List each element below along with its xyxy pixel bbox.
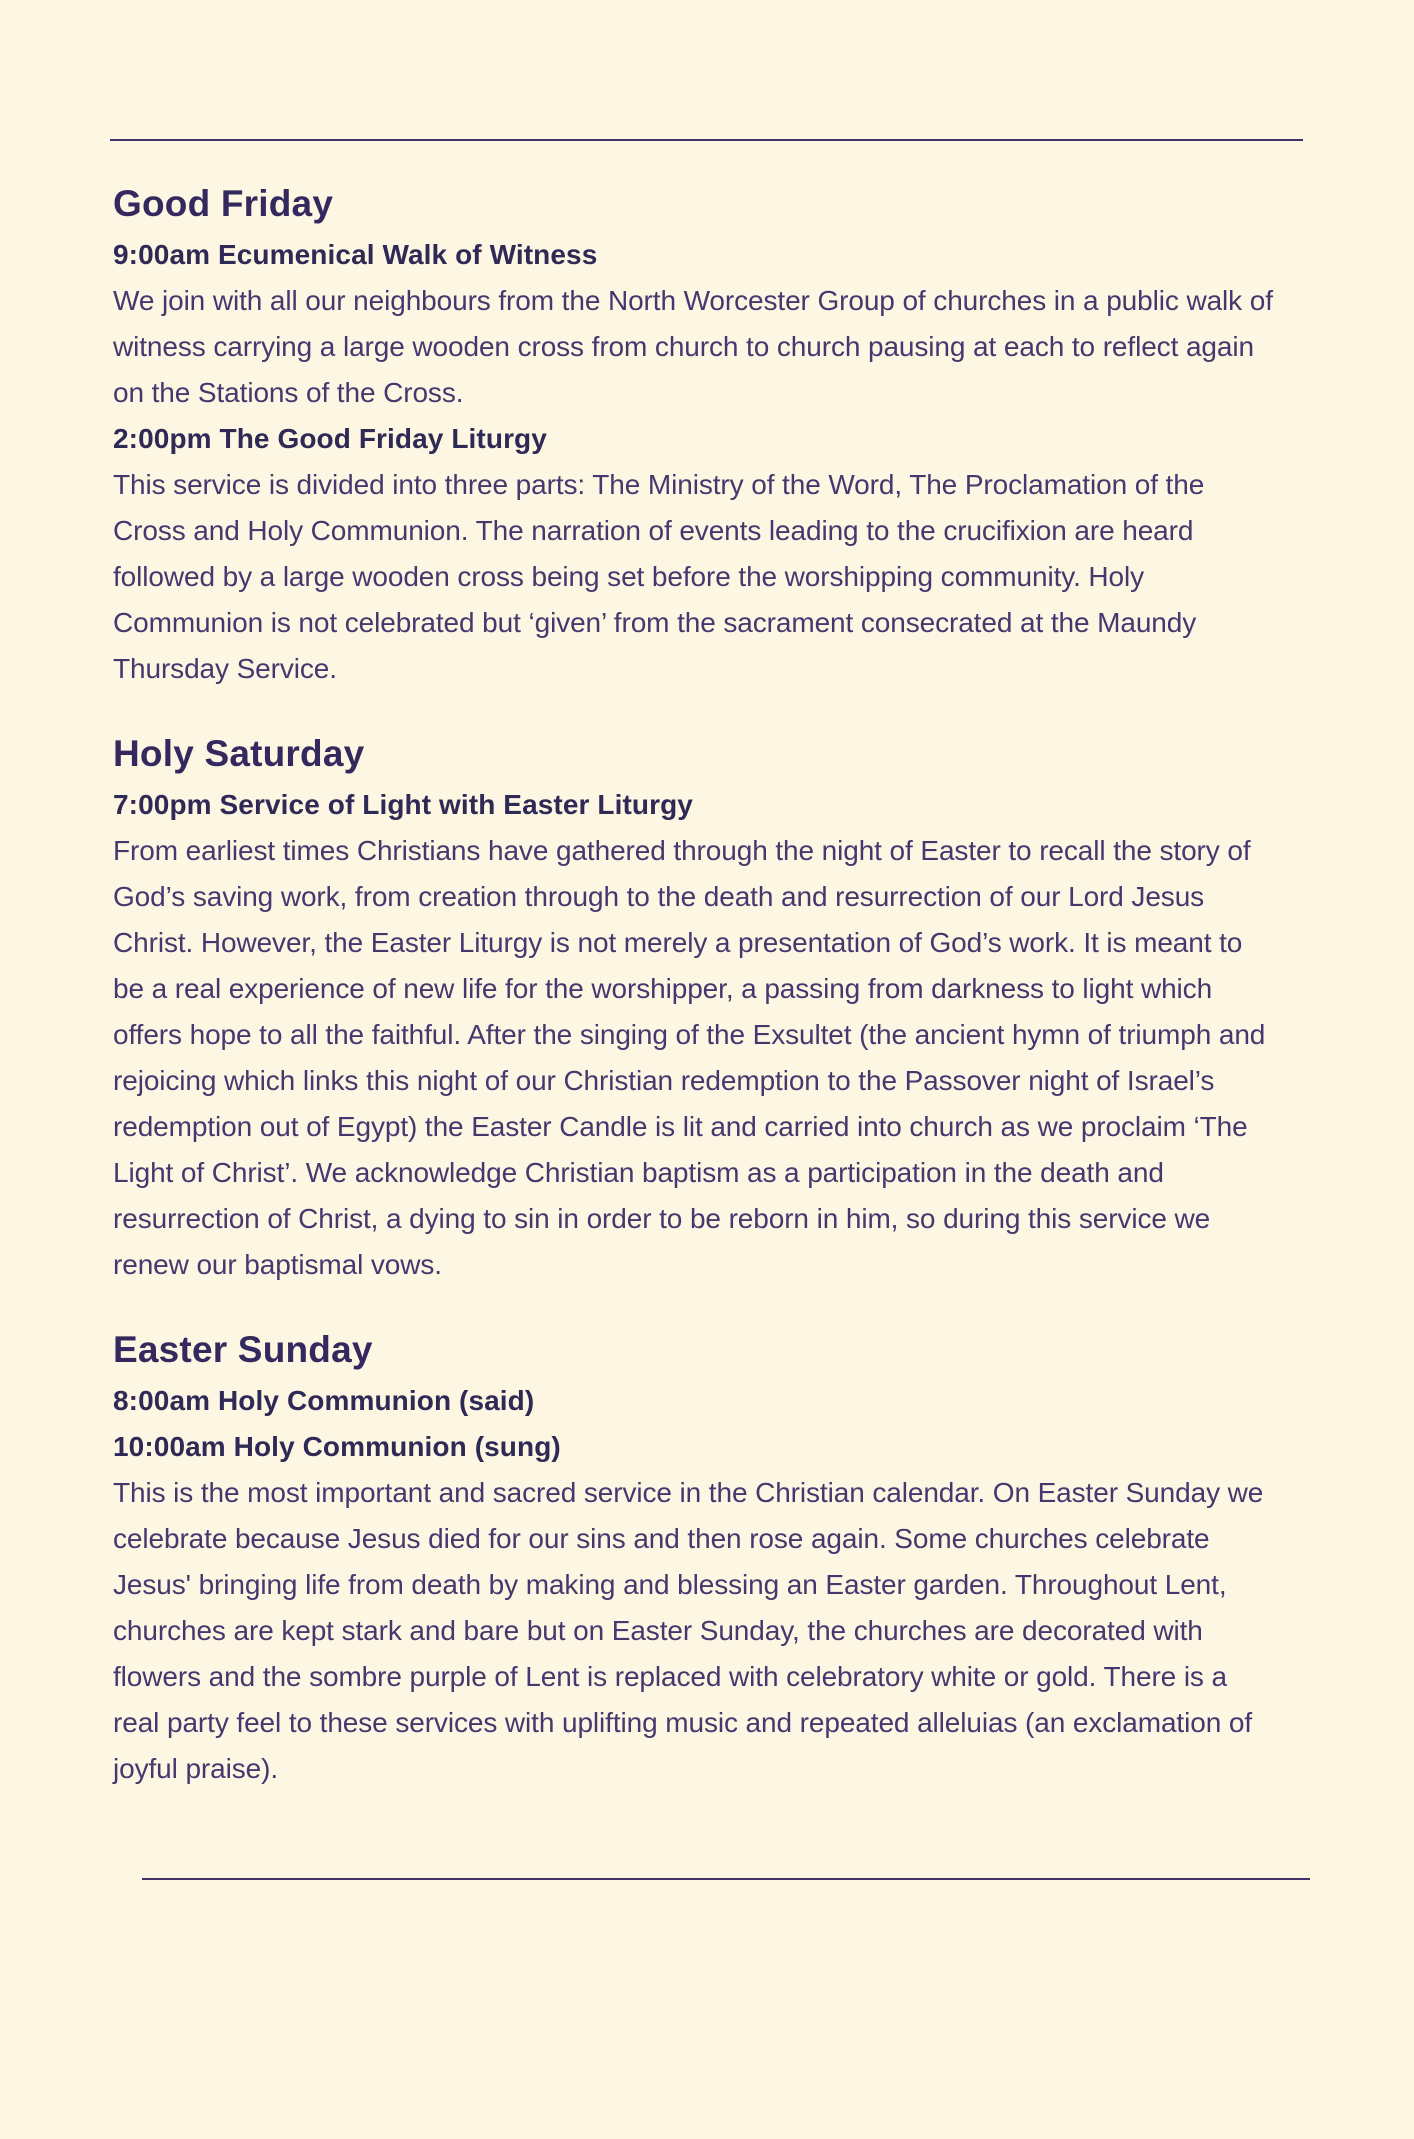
event-time-heading-holy-communion-said: 8:00am Holy Communion (said)	[113, 1385, 535, 1416]
event-time-heading-good-friday-liturgy: 2:00pm The Good Friday Liturgy	[113, 423, 547, 454]
section-good-friday	[113, 182, 1273, 692]
event-description-easter-sunday: This is the most important and sacred service in the Christian calendar. On Easter Sunday we celebrate because Jesus died for our sins and then rose again. Some churches celebrate Jesus' bringing life from death by making and blessing an Easter garden. Throughout Lent, churches are kept stark and bare but on Easter Sunday, the churches are decorated with flowers and the sombre purple of Lent is replaced with celebratory white or gold. There is a real party feel to these services with uplifting music and repeated alleluias (an exclamation of joyful praise).	[113, 1477, 1264, 1784]
page-content	[113, 182, 1273, 1792]
event-description-service-of-light: From earliest times Christians have gathered through the night of Easter to recall the story of God’s saving work, from creation through to the death and resurrection of our Lord Jesus Christ. However, the Easter Liturgy is not merely a presentation of God’s work. It is meant to be a real experience of new life for the worshipper, a passing from darkness to light which offers hope to all the faithful. After the singing of the Exsultet (the ancient hymn of triumph and rejoicing which links this night of our Christian redemption to the Passover night of Israel’s redemption out of Egypt) the Easter Candle is lit and carried into church as we proclaim ‘The Light of Christ’. We acknowledge Christian baptism as a participation in the death and resurrection of Christ, a dying to sin in order to be reborn in him, so during this service we renew our baptismal vows.	[113, 835, 1266, 1280]
document-page	[0, 139, 1414, 2139]
section-title-good-friday: Good Friday	[113, 183, 334, 224]
top-divider	[110, 139, 1303, 141]
section-easter-sunday	[113, 1328, 1273, 1792]
event-description-good-friday-liturgy: This service is divided into three parts: The Ministry of the Word, The Proclamation of the Cross and Holy Communion. The narration of events leading to the crucifixion are heard followed by a large wooden cross being set before the worshipping community. Holy Communion is not celebrated but ‘given’ from the sacrament consecrated at the Maundy Thursday Service.	[113, 469, 1205, 684]
section-holy-saturday	[113, 732, 1273, 1288]
event-time-heading-walk-of-witness: 9:00am Ecumenical Walk of Witness	[113, 239, 598, 270]
event-time-heading-holy-communion-sung: 10:00am Holy Communion (sung)	[113, 1431, 561, 1462]
event-description-walk-of-witness: We join with all our neighbours from the North Worcester Group of churches in a public walk of witness carrying a large wooden cross from church to church pausing at each to reflect again on the Stations of the Cross.	[113, 285, 1273, 408]
section-title-easter-sunday: Easter Sunday	[113, 1329, 373, 1370]
section-title-holy-saturday: Holy Saturday	[113, 733, 365, 774]
bottom-divider	[142, 1878, 1310, 1880]
event-time-heading-service-of-light: 7:00pm Service of Light with Easter Liturgy	[113, 789, 693, 820]
